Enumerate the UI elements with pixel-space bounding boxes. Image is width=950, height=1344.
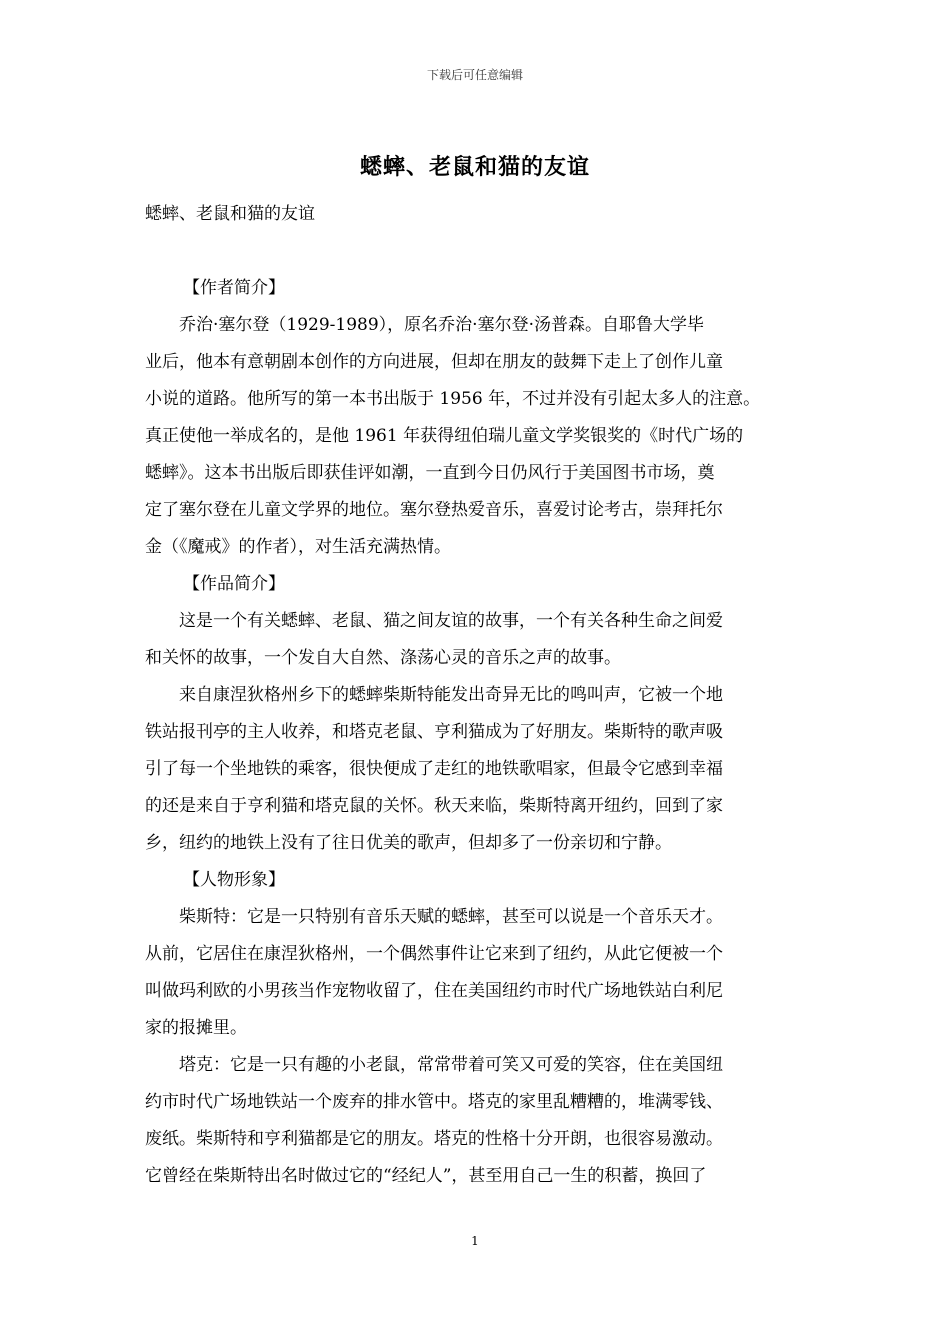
paragraph-work-story [145,677,825,862]
document-body [145,196,825,1195]
text-line: 废纸。柴斯特和亨利猫都是它的朋友。塔克的性格十分开朗，也很容易激动。 [145,1129,723,1149]
text-line: 真正使他一举成名的，是他 1961 年获得纽伯瑞儿童文学奖银奖的《时代广场的 [145,426,744,446]
text-line: 定了塞尔登在儿童文学界的地位。塞尔登热爱音乐，喜爱讨论考古，崇拜托尔 [145,500,723,520]
text-line: 柴斯特：它是一只特别有音乐天赋的蟋蟀，甚至可以说是一个音乐天才。 [145,907,723,927]
text-line: 铁站报刊亭的主人收养，和塔克老鼠、亨利猫成为了好朋友。柴斯特的歌声吸 [145,722,723,742]
paragraph-tucker [145,1047,825,1195]
paragraph-author [145,307,825,566]
paragraph-chester [145,899,825,1047]
section-heading-work: 【作品简介】 [183,574,285,594]
text-line: 家的报摊里。 [145,1018,247,1038]
section-heading-characters: 【人物形象】 [183,870,285,890]
text-line: 叫做玛利欧的小男孩当作宠物收留了，住在美国纽约市时代广场地铁站白利尼 [145,981,723,1001]
document-title: 蟋蟀、老鼠和猫的友谊 [359,154,590,180]
text-line: 蟋蟀》。这本书出版后即获佳评如潮，一直到今日仍风行于美国图书市场，奠 [145,463,715,483]
text-line: 小说的道路。他所写的第一本书出版于 1956 年，不过并没有引起太多人的注意。 [145,389,761,409]
section-heading-author: 【作者简介】 [183,278,285,298]
text-line: 这是一个有关蟋蟀、老鼠、猫之间友谊的故事，一个有关各种生命之间爱 [145,611,723,631]
text-line: 和关怀的故事，一个发自大自然、涤荡心灵的音乐之声的故事。 [145,648,621,668]
text-line: 的还是来自于亨利猫和塔克鼠的关怀。秋天来临，柴斯特离开纽约，回到了家 [145,796,723,816]
text-line: 约市时代广场地铁站一个废弃的排水管中。塔克的家里乱糟糟的，堆满零钱、 [145,1092,723,1112]
document-subtitle: 蟋蟀、老鼠和猫的友谊 [145,204,315,224]
text-line: 金（《魔戒》的作者），对生活充满热情。 [145,537,451,557]
text-line: 业后，他本有意朝剧本创作的方向进展，但却在朋友的鼓舞下走上了创作儿童 [145,352,723,372]
text-line: 塔克：它是一只有趣的小老鼠，常常带着可笑又可爱的笑容，住在美国纽 [145,1055,723,1075]
text-line: 来自康涅狄格州乡下的蟋蟀柴斯特能发出奇异无比的鸣叫声，它被一个地 [145,685,723,705]
page-header: 下载后可任意编辑 [426,68,523,82]
text-line: 引了每一个坐地铁的乘客，很快便成了走红的地铁歌唱家，但最令它感到幸福 [145,759,723,779]
text-line: 乡，纽约的地铁上没有了往日优美的歌声，但却多了一份亲切和宁静。 [145,833,672,853]
page-number: 1 [471,1234,479,1248]
text-line: 它曾经在柴斯特出名时做过它的“经纪人”，甚至用自己一生的积蓄，换回了 [145,1166,707,1186]
text-line: 乔治·塞尔登（1929-1989），原名乔治·塞尔登·汤普森。自耶鲁大学毕 [145,315,704,335]
paragraph-work-intro [145,603,825,677]
text-line: 从前，它居住在康涅狄格州，一个偶然事件让它来到了纽约，从此它便被一个 [145,944,723,964]
